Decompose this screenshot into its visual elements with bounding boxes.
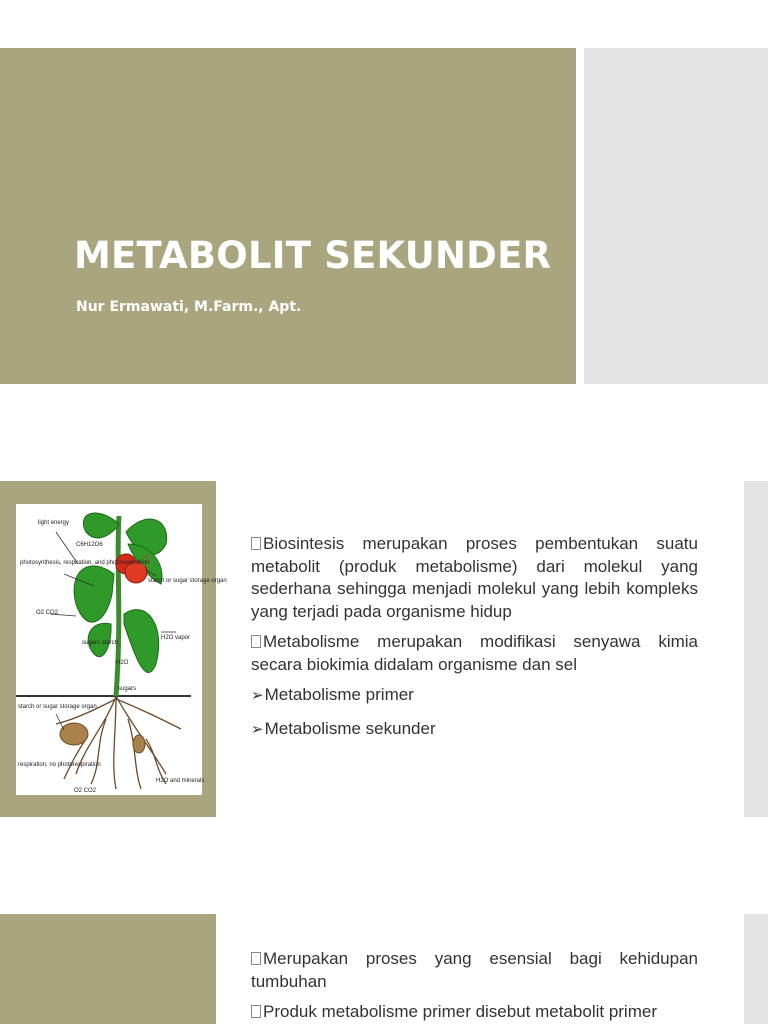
bullet-text: Biosintesis merupakan proses pembentukan suatu metabolit (produk metabolisme) dari molekul yang sederhana sehingga menjadi molekul yang lebih kompleks yang terjadi pada organisme hidup [251,534,698,621]
slide2-side-panel [744,481,768,817]
slide-title: METABOLIT SEKUNDER [74,234,552,277]
label-h2o-minerals: H2O and minerals [156,778,205,784]
plant-diagram-image [16,504,227,795]
label-storage-top: starch or sugar storage organ [148,578,227,584]
square-bullet-icon [251,537,261,550]
label-o2co2-top: O2 CO2 [36,610,59,616]
arrow-bullet-icon: ➢ [251,720,264,738]
label-photosynthesis: photosynthesis, respiration, and photorespiration [20,560,150,566]
bullet-text: Produk metabolisme primer disebut metabolit primer [263,1002,657,1021]
label-storage-bottom: starch or sugar storage organ [18,704,97,710]
bullet-item [251,718,698,742]
label-light-energy: light energy [38,520,70,526]
bullet-item [251,684,698,708]
bullet-item [251,533,698,623]
square-bullet-icon [251,1005,261,1018]
bullet-text: Metabolisme sekunder [264,718,436,738]
label-respiration: respiration, no photorespiration [18,762,101,768]
bullet-item [251,948,698,993]
label-formula: C6H12O6 [76,542,103,548]
bullet-item [251,631,698,676]
slide3-bullet-list [251,948,698,1024]
square-bullet-icon [251,952,261,965]
slide-subtitle: Nur Ermawati, M.Farm., Apt. [76,299,302,315]
bullet-text: Metabolisme primer [264,685,414,704]
label-h2o: H2O [116,660,129,666]
bullet-item [251,1001,698,1024]
bullet-text: Metabolisme merupakan modifikasi senyawa kimia secara biokimia didalam organisme dan sel [251,632,698,674]
label-sugars: sugars [118,686,137,692]
label-o2co2-bottom: O2 CO2 [74,788,97,794]
bullet-text: Merupakan proses yang esensial bagi kehidupan tumbuhan [251,949,698,991]
title-slide-side-panel [584,48,768,384]
slide2-bullet-list [251,533,698,741]
label-h2o-vapor: H2O vapor [161,635,191,641]
arrow-bullet-icon: ➢ [251,687,264,704]
square-bullet-icon [251,635,261,648]
slide3-accent-panel [0,914,216,1024]
label-sugars-starch: sugars starch [82,640,119,646]
title-slide-band [0,48,576,384]
slide3-side-panel [744,914,768,1024]
